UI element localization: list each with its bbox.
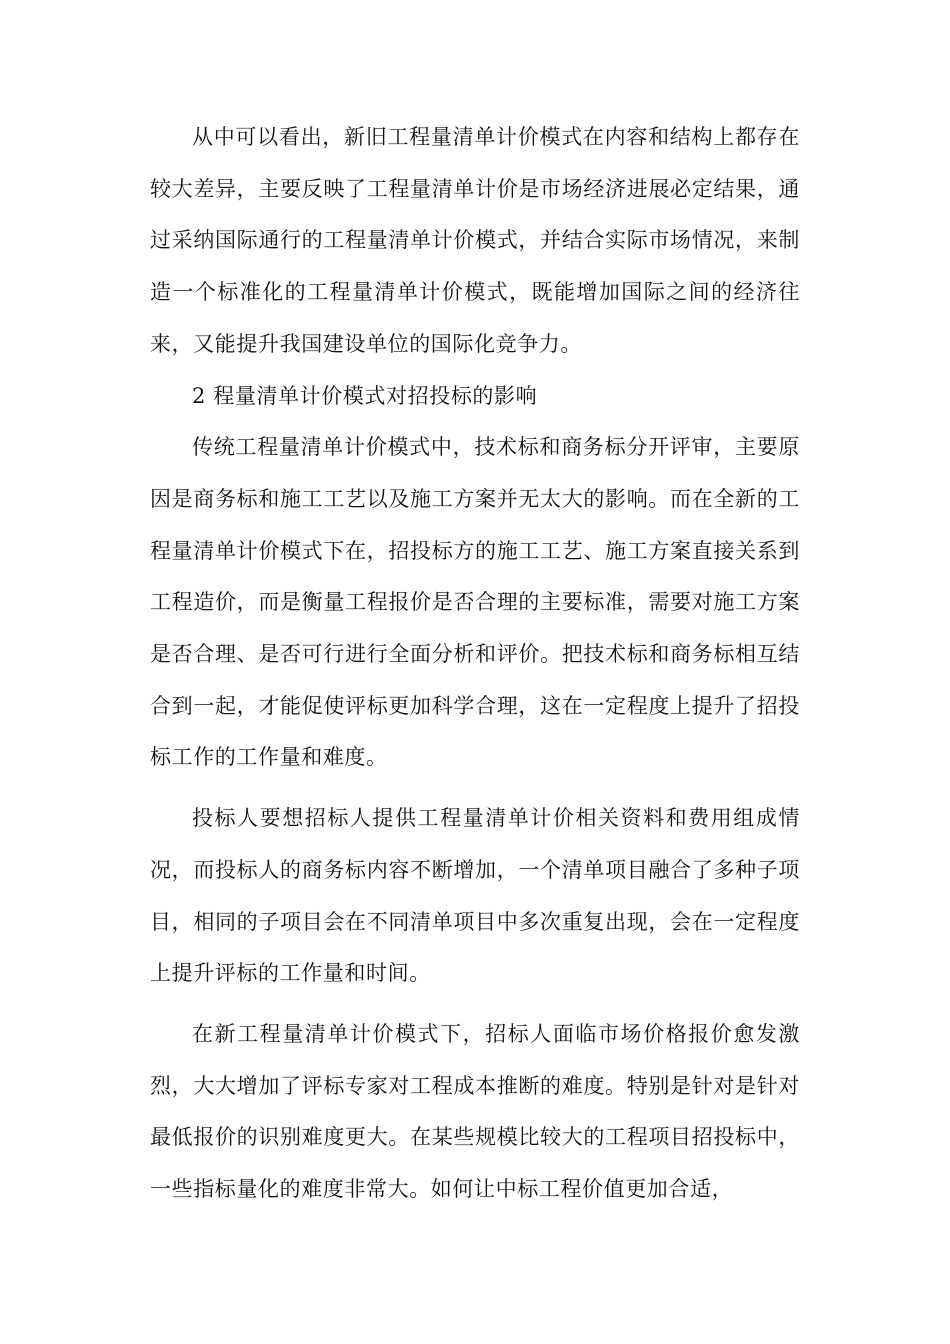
paragraph-comparison-summary: 从中可以看出，新旧工程量清单计价模式在内容和结构上都存在较大差异，主要反映了工程量清单计价是市场经济进展必定结果，通过采纳国际通行的工程量清单计价模式，并结合实际市场情况，来制造一个标准化的工程量清单计价模式，既能增加国际之间的经济往来，又能提升我国建设单位的国际化竞争力。 <box>150 125 800 356</box>
paragraph-technical-commercial-bids: 传统工程量清单计价模式中，技术标和商务标分开评审，主要原因是商务标和施工工艺以及施工方案并无太大的影响。而在全新的工程量清单计价模式下在，招投标方的施工工艺、施工方案直接关系到工程造价，而是衡量工程报价是否合理的主要标准，需要对施工方案是否合理、是否可行进行全面分析和评价。把技术标和商务标相互结合到一起，才能促使评标更加科学合理，这在一定程度上提升了招投标工作的工作量和难度。 <box>150 435 800 770</box>
section-heading: 2 程量清单计价模式对招投标的影响 <box>192 383 538 408</box>
document-body <box>150 112 800 1216</box>
paragraph-bidder-workload: 投标人要想招标人提供工程量清单计价相关资料和费用组成情况，而投标人的商务标内容不断增加，一个清单项目融合了多种子项目，相同的子项目会在不同清单项目中多次重复出现，会在一定程度上提升评标的工作量和时间。 <box>150 806 800 986</box>
paragraph-evaluation-difficulty: 在新工程量清单计价模式下，招标人面临市场价格报价愈发激烈，大大增加了评标专家对工程成本推断的难度。特别是针对是针对最低报价的识别难度更大。在某些规模比较大的工程项目招投标中，一些指标量化的难度非常大。如何让中标工程价值更加合适， <box>150 1021 800 1202</box>
